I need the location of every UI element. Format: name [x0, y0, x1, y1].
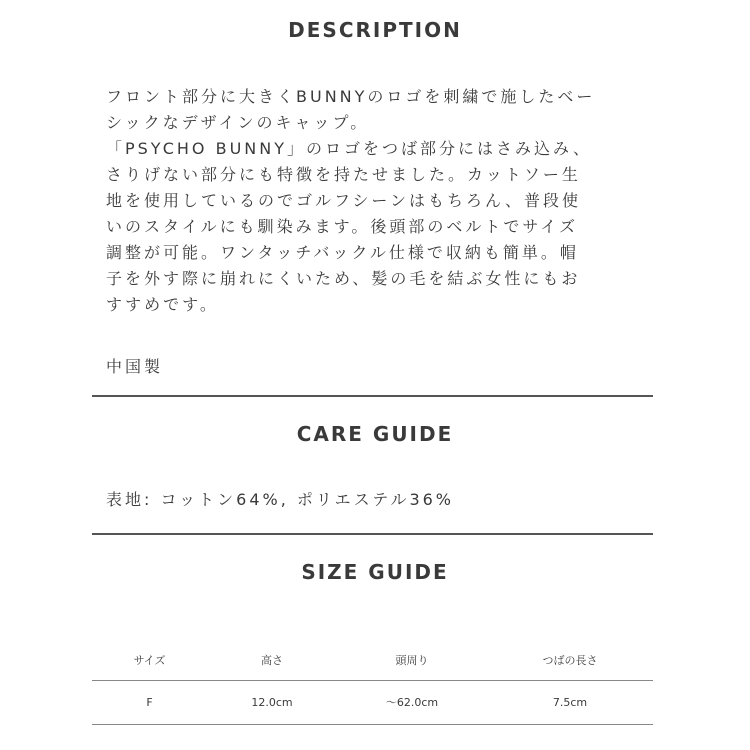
description-line: フロント部分に大きくBUNNYのロゴを刺繍で施したベー	[106, 87, 596, 106]
section-divider	[92, 533, 653, 535]
care-guide-heading: CARE GUIDE	[296, 422, 454, 446]
description-line: さりげない部分にも特徴を持たせました。カットソー生	[106, 165, 581, 184]
size-table	[92, 640, 653, 725]
country-of-origin: 中国製	[106, 357, 164, 376]
description-line: 調整が可能。ワンタッチバックル仕様で収納も簡単。帽	[106, 243, 579, 262]
description-line: いのスタイルにも馴染みます。後頭部のベルトでサイズ	[106, 217, 579, 236]
description-line: 子を外す際に崩れにくいため、髪の毛を結ぶ女性にもお	[106, 269, 581, 288]
brim-length-column-header: つばの長さ	[542, 653, 598, 667]
material-composition: 表地: コットン64%, ポリエステル36%	[106, 490, 455, 509]
description-body	[106, 84, 666, 318]
head-circumference-column-header: 頭周り	[395, 653, 429, 667]
description-line: 地を使用しているのでゴルフシーンはもちろん、普段使	[106, 191, 582, 210]
description-heading: DESCRIPTION	[288, 18, 462, 42]
description-line: シックなデザインのキャップ。	[106, 113, 370, 132]
size-guide-heading: SIZE GUIDE	[301, 560, 449, 584]
description-line: すすめです。	[106, 295, 219, 314]
brim-length-cell: 7.5cm	[487, 680, 653, 724]
table-row	[92, 680, 653, 724]
description-line: 「PSYCHO BUNNY」のロゴをつば部分にはさみ込み、	[106, 139, 592, 158]
height-column-header: 高さ	[261, 653, 283, 667]
size-table-header-row	[92, 640, 653, 680]
section-divider	[92, 395, 653, 397]
size-column-header: サイズ	[133, 653, 166, 667]
size-cell: F	[92, 680, 207, 724]
height-cell: 12.0cm	[207, 680, 337, 724]
head-circumference-cell: 〜62.0cm	[337, 680, 487, 724]
